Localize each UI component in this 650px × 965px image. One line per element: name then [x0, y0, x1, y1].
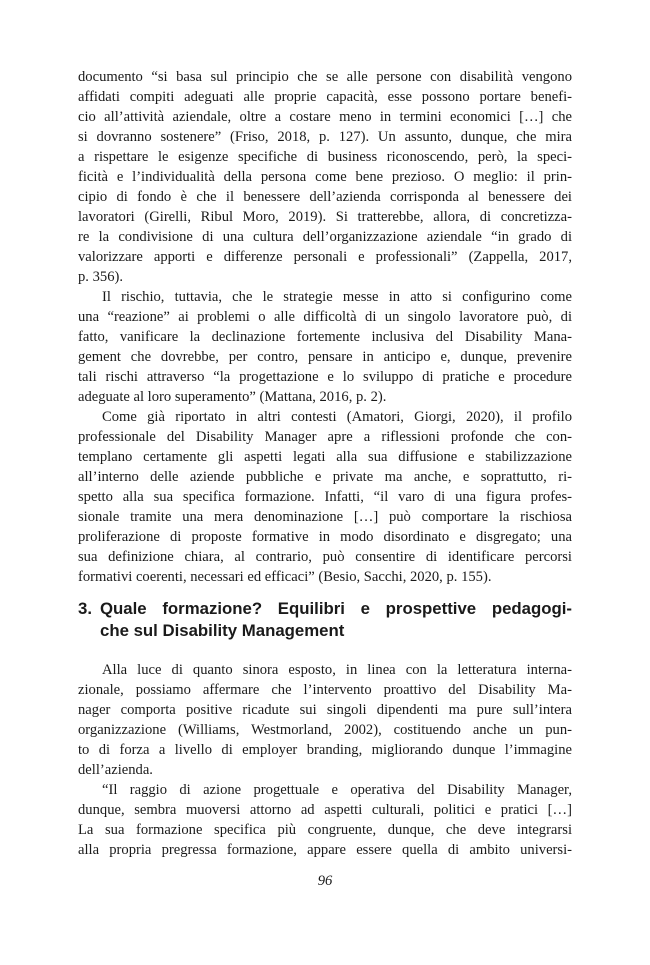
text-line: cio all’attività aziendale, oltre a costare meno in termini economici […] che	[78, 109, 572, 125]
text-line: nager comporta positive ricadute sui singoli dipendenti ma pure sull’intera	[78, 702, 572, 718]
text-line: gement che dovrebbe, per contro, pensare in anticipo e, dunque, prevenire	[78, 349, 572, 365]
text-line: zionale, possiamo affermare che l’intervento proattivo del Disability Ma-	[78, 682, 572, 698]
text-line: organizzazione (Williams, Westmorland, 2002), costituendo anche un pun-	[78, 722, 572, 738]
text-line: “Il raggio di azione progettuale e operativa del Disability Manager,	[102, 782, 572, 798]
text-line: templano certamente gli aspetti legati alla sua diffusione e stabilizzazione	[78, 449, 572, 465]
text-line: cipio di fondo è che il benessere dell’azienda corrisponda al benessere dei	[78, 189, 572, 205]
text-line: una “reazione” ai problemi o alle difficoltà di un singolo lavoratore può, di	[78, 309, 572, 325]
text-line: sua definizione chiara, al contrario, può consentire di identificare percorsi	[78, 549, 572, 565]
page-number: 96	[317, 873, 333, 889]
text-line: La sua formazione specifica più congruente, dunque, che deve integrarsi	[78, 822, 572, 838]
text-line: to di forza a livello di employer branding, migliorando dunque l’immagine	[78, 742, 572, 758]
text-line: adeguate al loro superamento” (Mattana, 2016, p. 2).	[78, 389, 387, 405]
section-heading-line	[78, 598, 572, 620]
text-line: formativi coerenti, necessari ed efficaci” (Besio, Sacchi, 2020, p. 155).	[78, 569, 492, 585]
text-line: si dovranno sostenere” (Friso, 2018, p. 127). Un assunto, dunque, che mira	[78, 129, 572, 145]
text-line: Il rischio, tuttavia, che le strategie messe in atto si configurino come	[102, 289, 572, 305]
body-text-bottom	[78, 660, 572, 860]
text-line: ficità e l’individualità della persona come bene prezioso. O meglio: il prin-	[78, 169, 572, 185]
text-line: a rispettare le esigenze specifiche di business riconoscendo, però, la speci-	[78, 149, 572, 165]
text-line: fatto, vanificare la declinazione fortemente inclusiva del Disability Mana-	[78, 329, 572, 345]
text-line: proliferazione di proposte formative in modo disordinato e disgregato; una	[78, 529, 572, 545]
text-line: tali rischi attraverso “la progettazione e lo sviluppo di pratiche e procedure	[78, 369, 572, 385]
text-line: spetto alla sua specifica formazione. Infatti, “il varo di una figura profes-	[78, 489, 572, 505]
text-line: alla propria pregressa formazione, appare essere quella di ambito universi-	[78, 842, 572, 858]
text-line: sionale tramite una mera denominazione […] può comportare la rischiosa	[78, 509, 572, 525]
text-line: Alla luce di quanto sinora esposto, in linea con la letteratura interna-	[102, 662, 572, 678]
text-line: lavoratori (Girelli, Ribul Moro, 2019). Si tratterebbe, allora, di concretizza-	[78, 209, 572, 225]
text-line: dunque, sembra muoversi attorno ad aspetti culturali, politici e pratici […]	[78, 802, 572, 818]
section-heading-line: che sul Disability Management	[100, 621, 345, 640]
text-line: professionale del Disability Manager apre a riflessioni profonde che con-	[78, 429, 572, 445]
section-number: 3.	[78, 599, 92, 618]
text-line: Come già riportato in altri contesti (Amatori, Giorgi, 2020), il profilo	[102, 409, 572, 425]
text-line: p. 356).	[78, 269, 123, 285]
section-title-part: Quale formazione? Equilibri e prospettive pedagogi-	[100, 599, 572, 618]
text-line: documento “si basa sul principio che se alle persone con disabilità vengono	[78, 69, 572, 85]
text-line: re la condivisione di una cultura dell’organizzazione aziendale “in grado di	[78, 229, 572, 245]
body-text-top	[78, 67, 572, 587]
text-line: affidati compiti adeguati alle proprie capacità, esse possono portare benefi-	[78, 89, 572, 105]
text-line: dell’azienda.	[78, 762, 153, 778]
text-line: valorizzare apporti e differenze personali e professionali” (Zappella, 2017,	[78, 249, 572, 265]
section-heading	[78, 598, 572, 642]
text-line: all’interno delle aziende pubbliche e private ma anche, e soprattutto, ri-	[78, 469, 572, 485]
